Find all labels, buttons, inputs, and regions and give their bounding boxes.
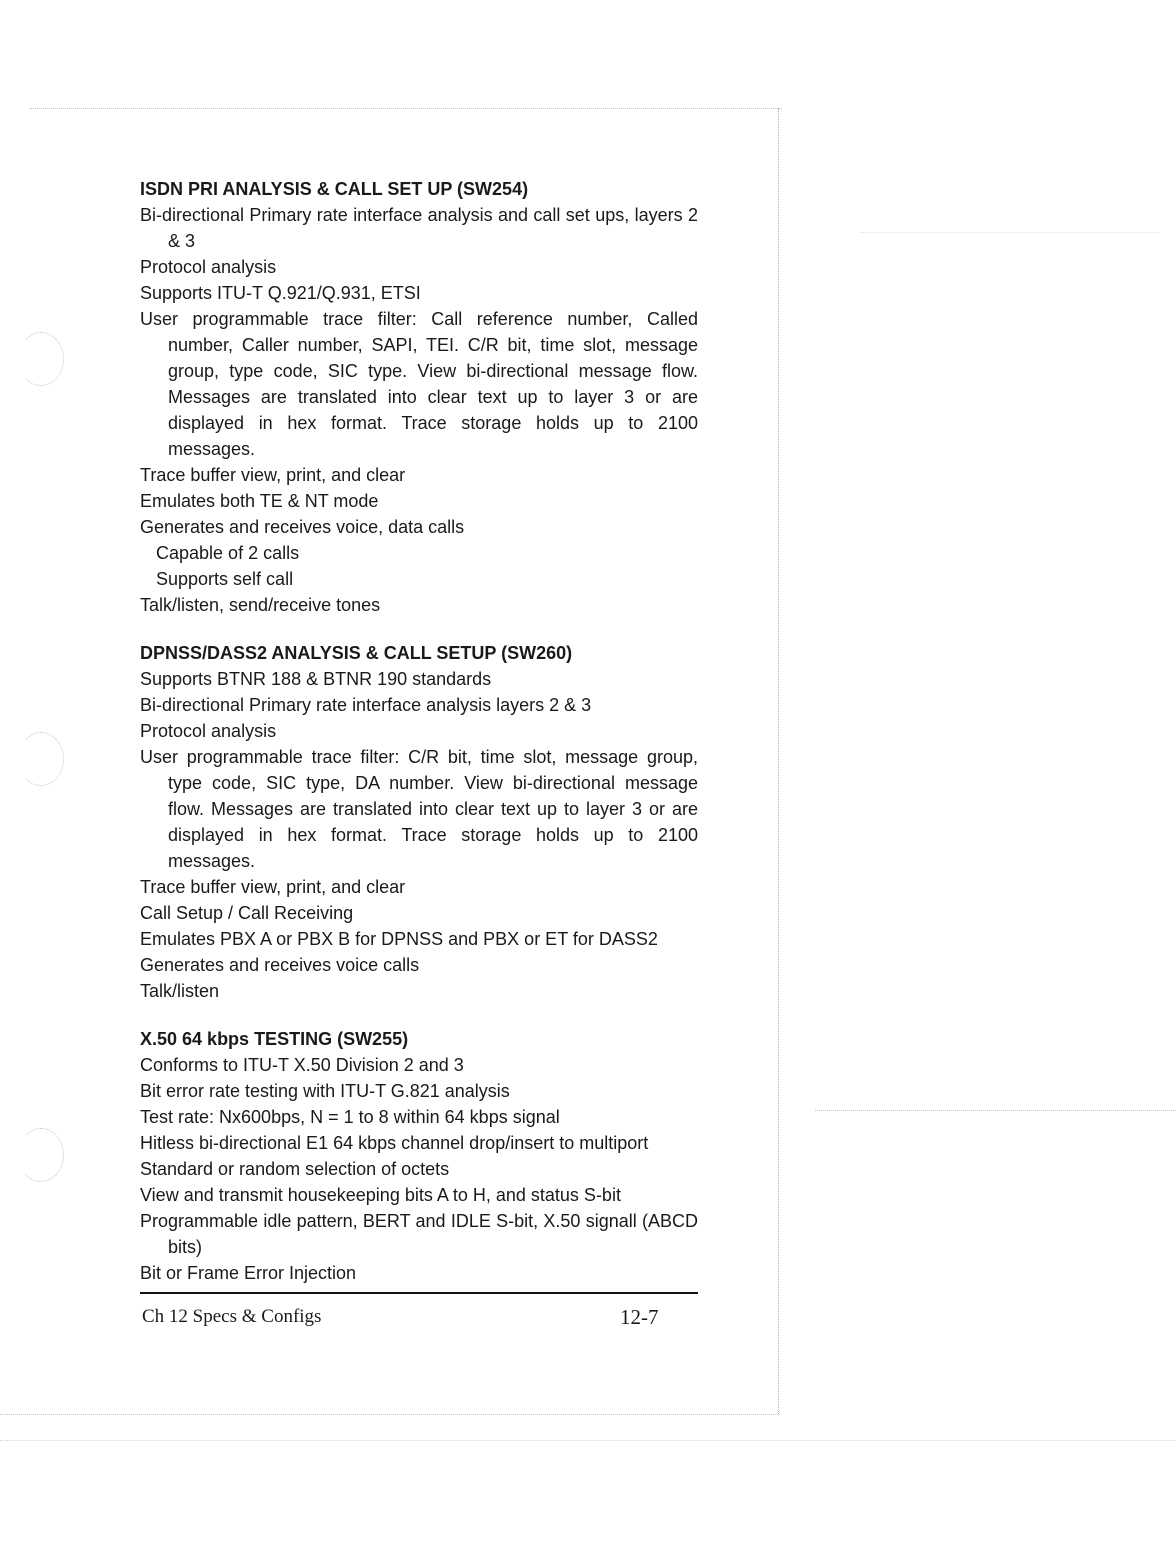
spec-line: Programmable idle pattern, BERT and IDLE S-bit, X.50 signall (ABCD bits) xyxy=(140,1211,698,1257)
spec-line: User programmable trace filter: Call reference number, Called number, Caller number, SAPI, TEI. C/R bit, time slot, message group, type code, SIC type. View bi-directional message flow. Messages are translated into clear text up to layer 3 or are displayed in hex format. Trace storage holds up to 2100 messages. xyxy=(140,309,698,459)
footer-page-number: 12-7 xyxy=(620,1305,659,1329)
spec-line: Generates and receives voice calls xyxy=(140,955,420,975)
spec-line: View and transmit housekeeping bits A to H, and status S-bit xyxy=(140,1185,621,1205)
footer-chapter: Ch 12 Specs & Configs xyxy=(142,1306,322,1327)
spec-line: Emulates PBX A or PBX B for DPNSS and PBX or ET for DASS2 xyxy=(140,929,658,949)
punch-hole xyxy=(18,732,64,786)
scan-mark xyxy=(815,1110,1176,1111)
spec-line: Protocol analysis xyxy=(140,257,277,277)
spec-line: Standard or random selection of octets xyxy=(140,1159,450,1179)
scan-border-top xyxy=(30,108,782,109)
spec-line: Hitless bi-directional E1 64 kbps channel drop/insert to multiport xyxy=(140,1133,649,1153)
spec-line: Bi-directional Primary rate interface analysis and call set ups, layers 2 & 3 xyxy=(140,205,698,251)
spec-line: Call Setup / Call Receiving xyxy=(140,903,354,923)
spec-line: Talk/listen, send/receive tones xyxy=(140,595,381,615)
punch-hole xyxy=(18,1128,64,1182)
spec-line: Test rate: Nx600bps, N = 1 to 8 within 64 kbps signal xyxy=(140,1107,560,1127)
punch-hole xyxy=(18,332,64,386)
section-heading: X.50 64 kbps TESTING (SW255) xyxy=(140,1029,409,1049)
spec-line: Trace buffer view, print, and clear xyxy=(140,465,406,485)
section-dpnss-dass2 xyxy=(140,640,698,1004)
spec-line: Bit error rate testing with ITU-T G.821 analysis xyxy=(140,1081,510,1101)
footer-rule xyxy=(140,1292,698,1294)
page-content xyxy=(140,176,698,1308)
spec-line: Bit or Frame Error Injection xyxy=(140,1263,357,1283)
spec-line: Protocol analysis xyxy=(140,721,277,741)
spec-line: Emulates both TE & NT mode xyxy=(140,491,379,511)
spec-line: Trace buffer view, print, and clear xyxy=(140,877,406,897)
spec-line: Conforms to ITU-T X.50 Division 2 and 3 xyxy=(140,1055,464,1075)
spec-subline: Capable of 2 calls xyxy=(156,543,300,563)
spec-line: Supports ITU-T Q.921/Q.931, ETSI xyxy=(140,283,421,303)
spec-line: Generates and receives voice, data calls xyxy=(140,517,465,537)
spec-line: Talk/listen xyxy=(140,981,220,1001)
scan-border-right xyxy=(778,108,779,1414)
spec-line: Supports BTNR 188 & BTNR 190 standards xyxy=(140,669,492,689)
spec-line: Bi-directional Primary rate interface analysis layers 2 & 3 xyxy=(140,695,592,715)
section-x50-testing xyxy=(140,1026,698,1286)
scan-border-bottom xyxy=(0,1414,780,1415)
spec-subline: Supports self call xyxy=(156,569,294,589)
scan-mark-faint xyxy=(860,232,1160,233)
scan-border-lower xyxy=(0,1440,1176,1441)
section-heading: ISDN PRI ANALYSIS & CALL SET UP (SW254) xyxy=(140,179,529,199)
section-heading: DPNSS/DASS2 ANALYSIS & CALL SETUP (SW260) xyxy=(140,643,573,663)
section-isdn-pri xyxy=(140,176,698,618)
spec-line: User programmable trace filter: C/R bit, time slot, message group, type code, SIC type, DA number. View bi-directional message flow. Messages are translated into clear text up to layer 3 or are displayed in hex format. Trace storage holds up to 2100 messages. xyxy=(140,747,698,871)
